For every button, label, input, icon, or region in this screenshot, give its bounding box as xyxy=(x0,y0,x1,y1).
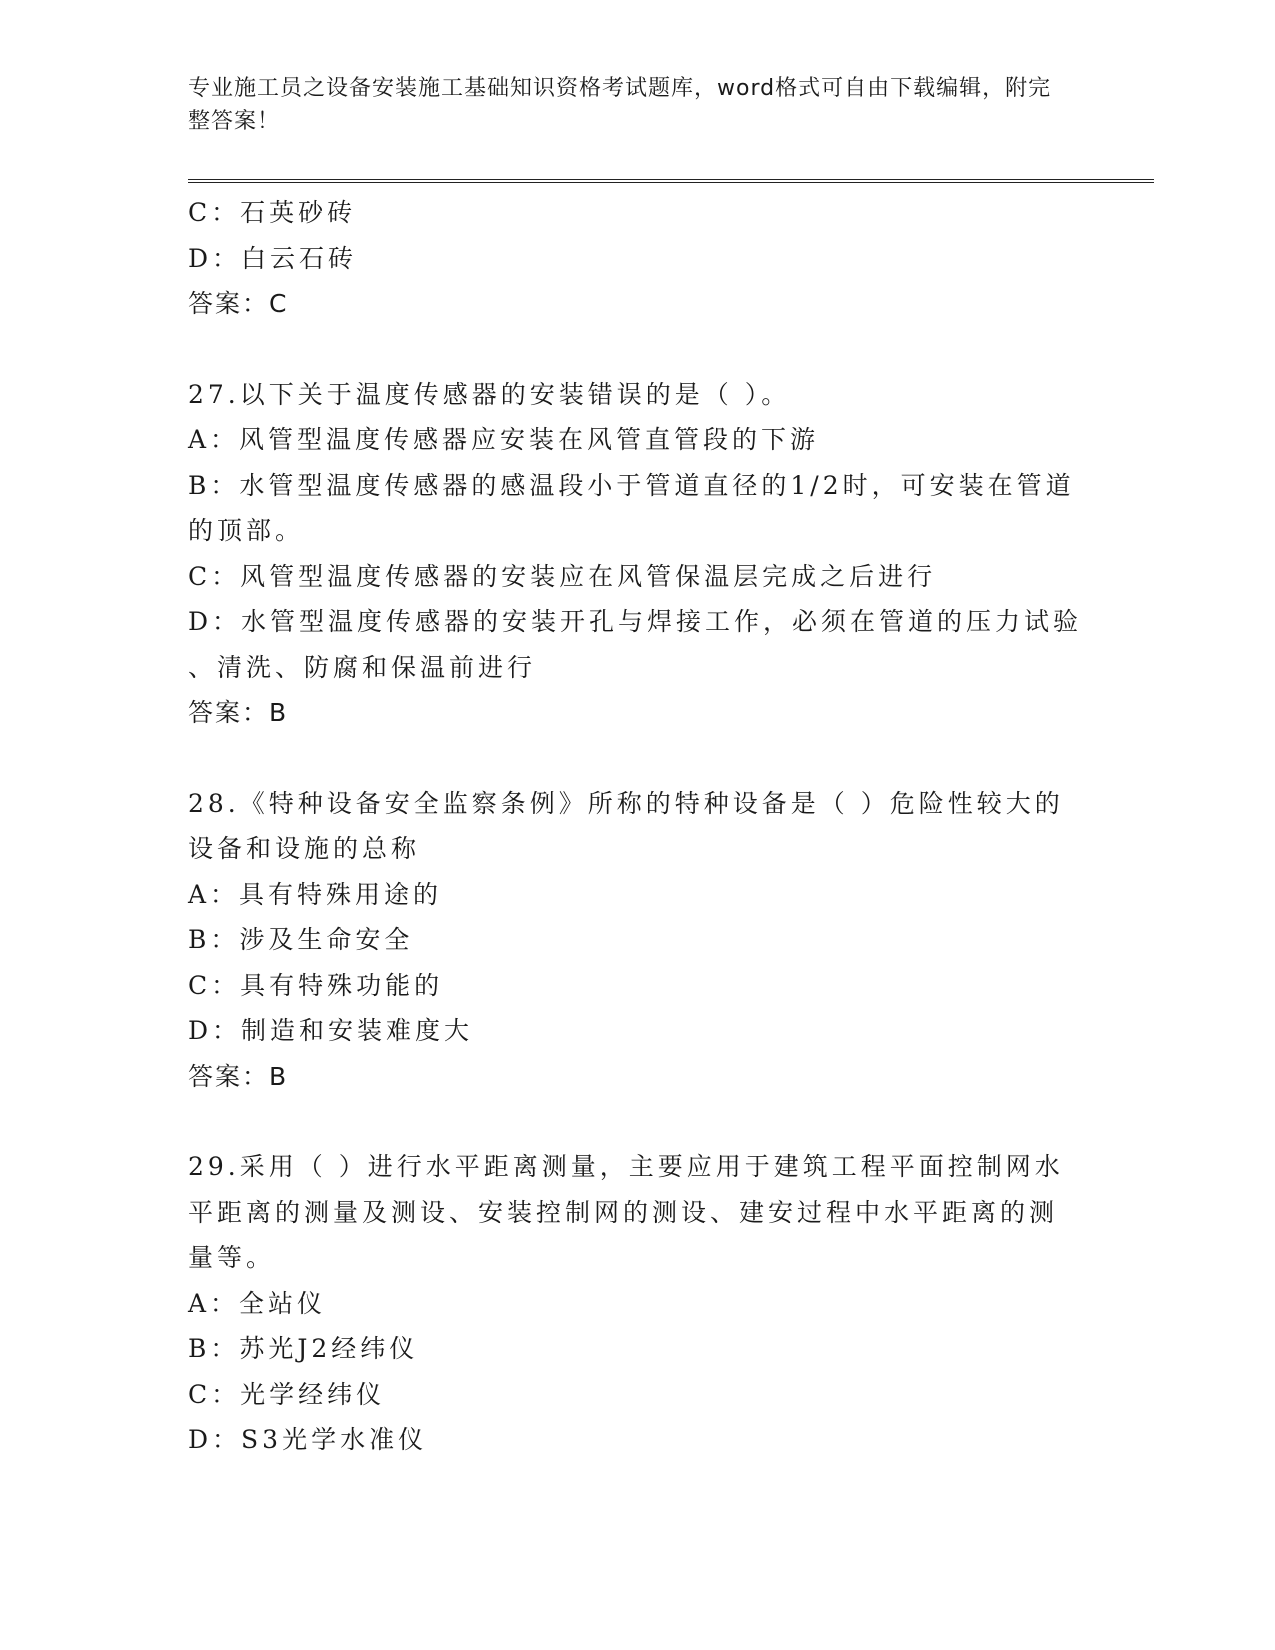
option-a: A：全站仪 xyxy=(188,1288,327,1318)
question-gap xyxy=(188,736,1078,781)
option-d: D：S3光学水准仪 xyxy=(188,1425,428,1454)
page-header xyxy=(188,72,1068,138)
question-28 xyxy=(188,781,1078,1100)
option-c: C：光学经纬仪 xyxy=(188,1379,386,1409)
option-d-continued: 、清洗、防腐和保温前进行 xyxy=(188,652,537,682)
answer-line: 答案：B xyxy=(188,698,289,727)
answer-line: 答案：B xyxy=(188,1061,289,1091)
question-list xyxy=(188,190,1083,1463)
question-stem-continued: 平距离的测量及测设、安装控制网的测设、建安过程中水平距离的测 xyxy=(188,1197,1059,1227)
option-b-continued: 的顶部。 xyxy=(188,516,305,545)
option-b: B：涉及生命安全 xyxy=(188,925,414,954)
question-stem-continued: 量等。 xyxy=(188,1243,276,1272)
question-stem: 28.《特种设备安全监察条例》所称的特种设备是（ ）危险性较大的 xyxy=(188,788,1064,818)
option-item: C：石英砂砖 xyxy=(188,198,357,227)
option-c: C：风管型温度传感器的安装应在风管保温层完成之后进行 xyxy=(188,561,937,591)
question-27 xyxy=(188,372,1083,736)
question-stem-continued: 设备和设施的总称 xyxy=(188,834,421,863)
question-stem: 27.以下关于温度传感器的安装错误的是（ ）。 xyxy=(188,379,791,409)
header-title: 专业施工员之设备安装施工基础知识资格考试题库，word格式可自由下载编辑，附完整答案！ xyxy=(188,76,1052,134)
question-gap xyxy=(188,327,1078,372)
option-a: A：风管型温度传感器应安装在风管直管段的下游 xyxy=(188,425,820,454)
header-divider xyxy=(188,179,1154,183)
question-gap xyxy=(188,1099,1078,1144)
option-d: D：水管型温度传感器的安装开孔与焊接工作，必须在管道的压力试验 xyxy=(188,607,1083,636)
option-a: A：具有特殊用途的 xyxy=(188,879,443,909)
option-d: D：制造和安装难度大 xyxy=(188,1016,474,1045)
option-item: D：白云石砖 xyxy=(188,243,358,273)
question-29 xyxy=(188,1144,1078,1463)
option-b: B：苏光J2经纬仪 xyxy=(188,1334,419,1363)
answer-line: 答案：C xyxy=(188,289,289,318)
option-b: B：水管型温度传感器的感温段小于管道直径的1/2时，可安装在管道 xyxy=(188,470,1075,500)
option-c: C：具有特殊功能的 xyxy=(188,970,444,1000)
question-stem: 29.采用（ ）进行水平距离测量，主要应用于建筑工程平面控制网水 xyxy=(188,1152,1064,1181)
